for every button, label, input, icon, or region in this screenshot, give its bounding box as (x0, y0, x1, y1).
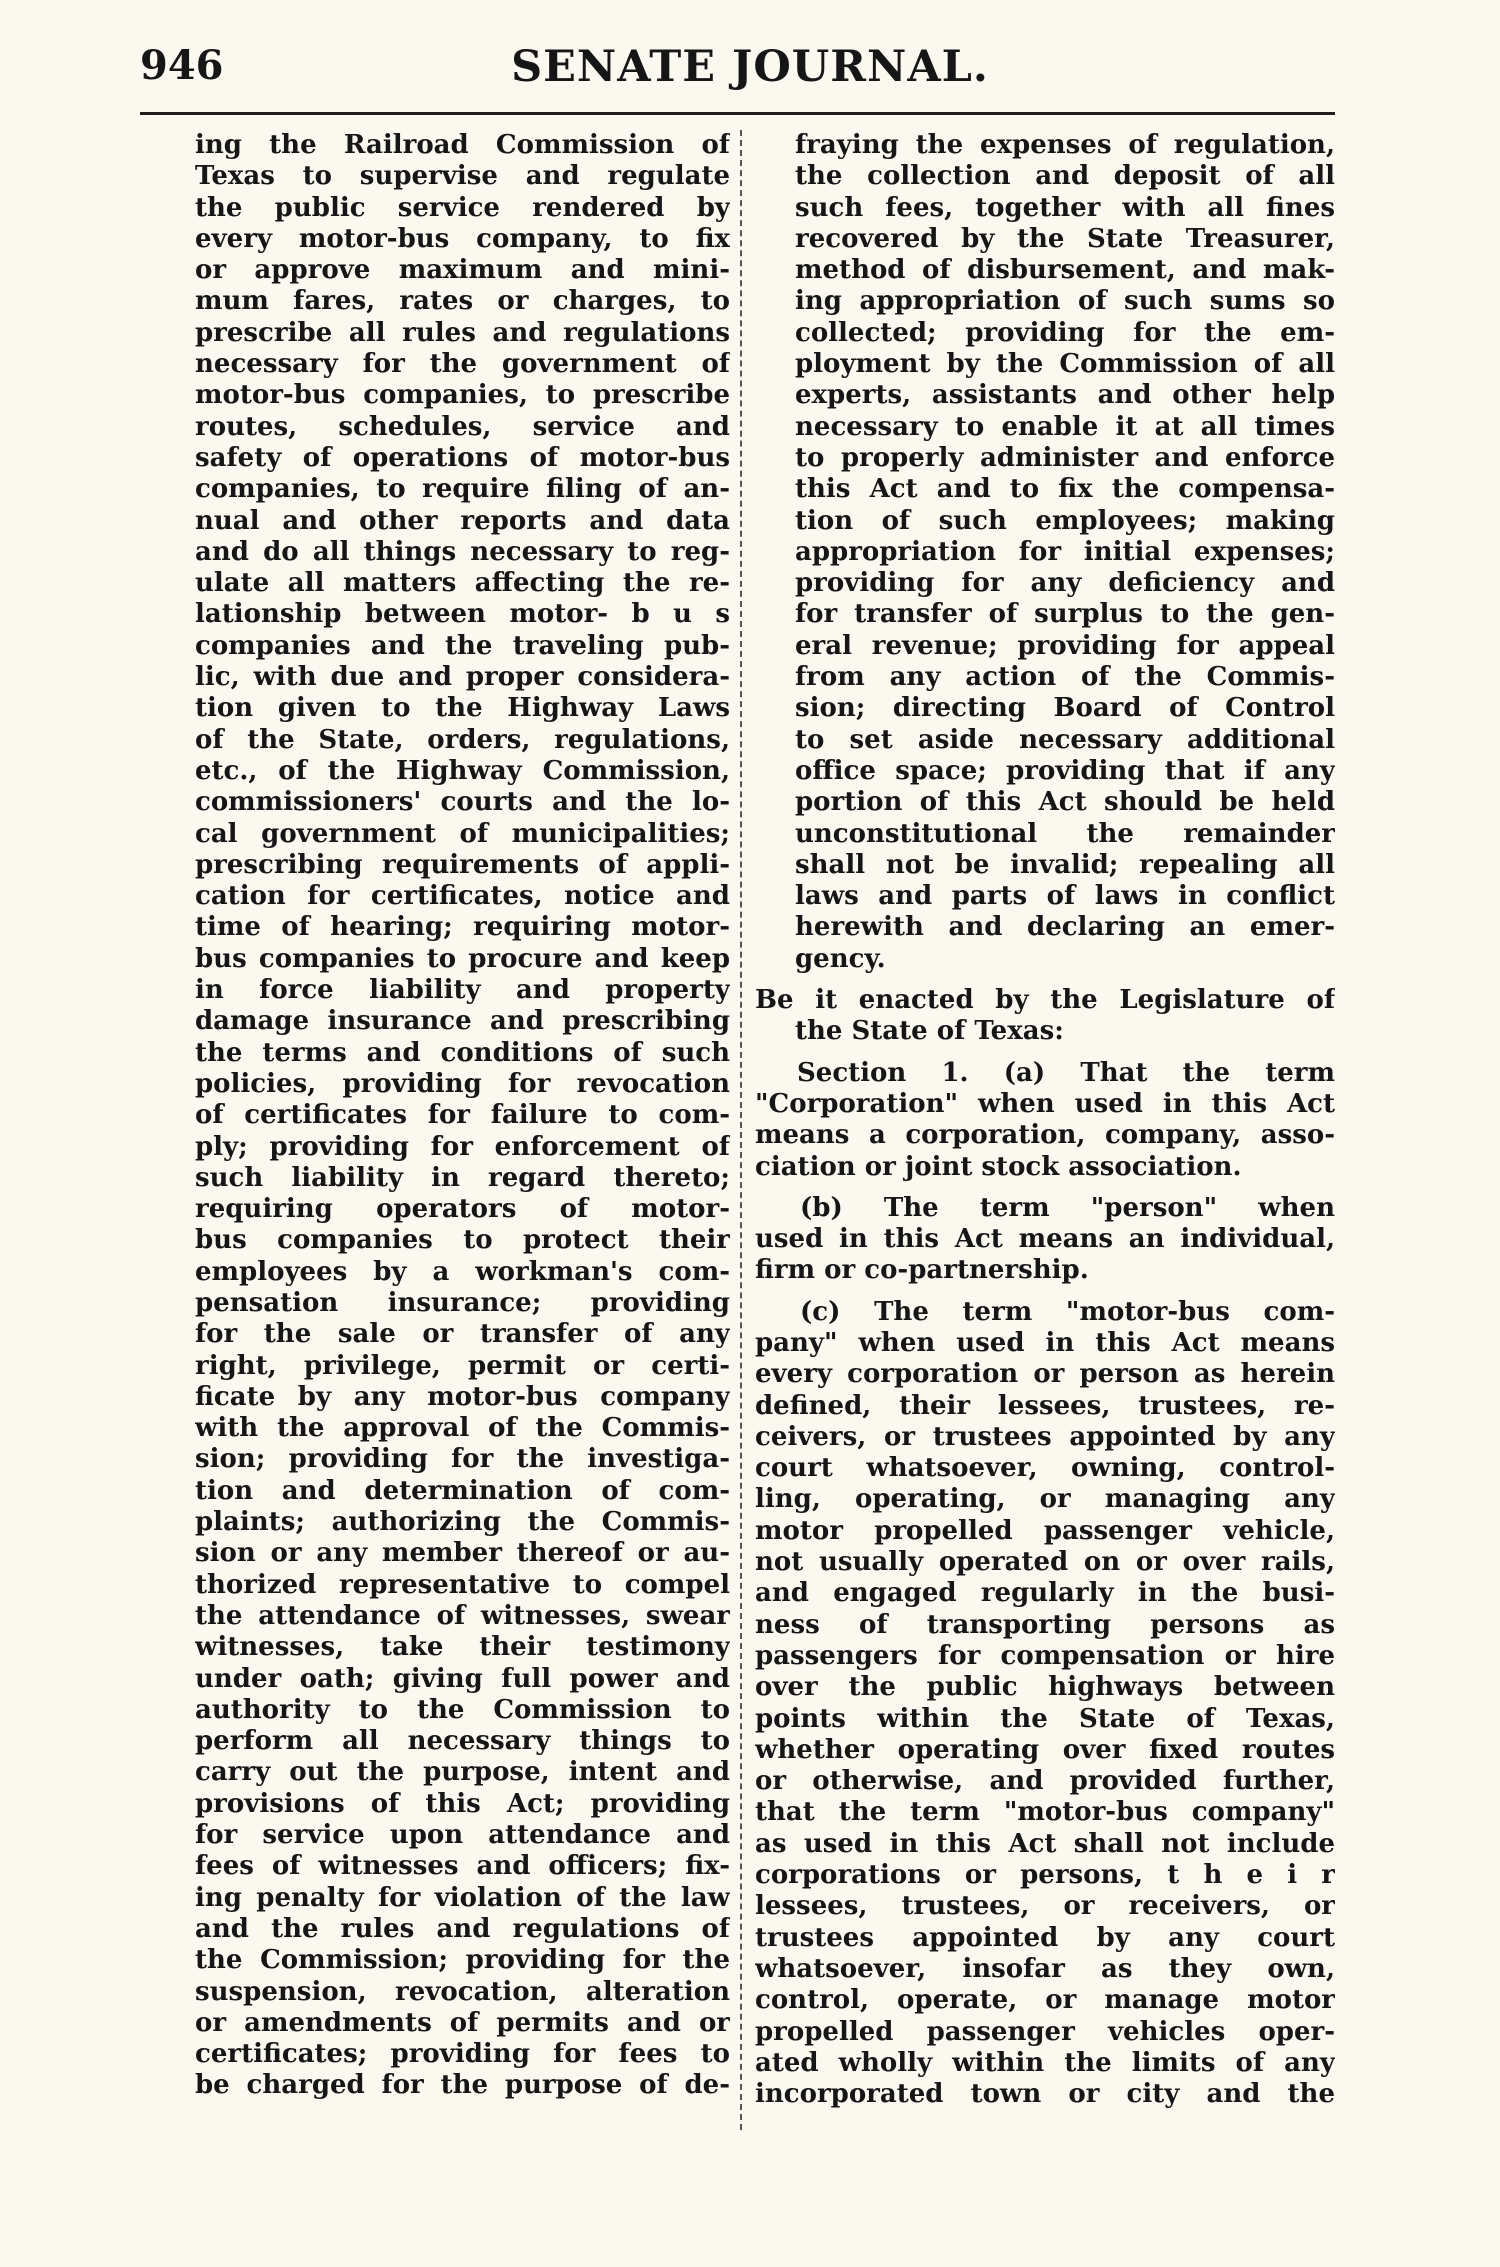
paragraph-gap (755, 1048, 1335, 1058)
text-line: ceivers, or trustees appointed by any (755, 1421, 1335, 1452)
text-line: damage insurance and prescribing (195, 1006, 730, 1037)
text-line: court whatsoever, owning, control- (755, 1453, 1335, 1484)
text-line: tion of such employees; making (795, 505, 1335, 536)
text-line: the attendance of witnesses, swear (195, 1600, 730, 1631)
text-line: shall not be invalid; repealing all (795, 849, 1335, 880)
text-line: propelled passenger vehicles oper- (755, 2016, 1335, 2047)
text-line: sion or any member thereof or au- (195, 1538, 730, 1569)
text-line: not usually operated on or over rails, (755, 1547, 1335, 1578)
text-line: Texas to supervise and regulate (195, 161, 730, 192)
text-line: policies, providing for revocation (195, 1068, 730, 1099)
text-line: whatsoever, insofar as they own, (755, 1953, 1335, 1984)
text-line: pany" when used in this Act means (755, 1327, 1335, 1358)
text-line: motor propelled passenger vehicle, (755, 1515, 1335, 1546)
text-line: cation for certificates, notice and (195, 881, 730, 912)
text-line: witnesses, take their testimony (195, 1632, 730, 1663)
text-line: employees by a workman's com- (195, 1256, 730, 1287)
text-line: pensation insurance; providing (195, 1287, 730, 1318)
text-line: authority to the Commission to (195, 1694, 730, 1725)
text-line: sion; providing for the investiga- (195, 1444, 730, 1475)
text-line: suspension, revocation, alteration (195, 1976, 730, 2007)
column-divider (740, 130, 742, 2130)
text-line: over the public highways between (755, 1672, 1335, 1703)
text-line: or amendments of permits and or (195, 2007, 730, 2038)
header-rule (140, 112, 1335, 115)
text-line: and engaged regularly in the busi- (755, 1578, 1335, 1609)
text-line: Be it enacted by the Legislature of (755, 985, 1335, 1016)
text-line: nual and other reports and data (195, 505, 730, 536)
text-line: appropriation for initial expenses; (795, 536, 1335, 567)
paragraph-gap (755, 975, 1335, 985)
text-line: ness of transporting persons as (755, 1609, 1335, 1640)
text-line: ply; providing for enforcement of (195, 1131, 730, 1162)
text-line: incorporated town or city and the (755, 2079, 1335, 2110)
text-line: laws and parts of laws in conflict (795, 881, 1335, 912)
text-line: lationship between motor- b u s (195, 599, 730, 630)
text-line: and the rules and regulations of (195, 1913, 730, 1944)
text-line: gency. (795, 943, 886, 974)
text-line: bus companies to protect their (195, 1225, 730, 1256)
text-line: whether operating over fixed routes (755, 1734, 1335, 1765)
text-line: that the term "motor-bus company" (755, 1797, 1335, 1828)
text-line: recovered by the State Treasurer, (795, 223, 1335, 254)
text-line: sion; directing Board of Control (795, 693, 1335, 724)
text-line: prescribe all rules and regulations (195, 317, 730, 348)
text-line: ciation or joint stock association. (755, 1151, 1242, 1182)
enacting-clause (755, 985, 1335, 1048)
text-line: with the approval of the Commis- (195, 1413, 730, 1444)
text-line: ing the Railroad Commission of (195, 130, 730, 160)
text-line: fees of witnesses and officers; fix- (195, 1851, 730, 1882)
text-line: fraying the expenses of regulation, (795, 130, 1335, 160)
text-line: method of disbursement, and mak- (795, 255, 1335, 286)
text-line: office space; providing that if any (795, 755, 1335, 786)
text-line: ulate all matters affecting the re- (195, 568, 730, 599)
text-line: collected; providing for the em- (795, 317, 1335, 348)
running-head-title: SENATE JOURNAL. (511, 42, 989, 92)
text-line: right, privilege, permit or certi- (195, 1350, 730, 1381)
text-line: and do all things necessary to reg- (195, 536, 730, 567)
text-line: used in this Act means an individual, (755, 1224, 1335, 1255)
text-line: for the sale or transfer of any (195, 1319, 730, 1350)
text-line: mum fares, rates or charges, to (195, 286, 730, 317)
text-line: safety of operations of motor-bus (195, 442, 730, 473)
text-line: control, operate, or manage motor (755, 1985, 1335, 2016)
text-line: lessees, trustees, or receivers, or (755, 1891, 1335, 1922)
text-line: etc., of the Highway Commission, (195, 755, 730, 786)
text-line: time of hearing; requiring motor- (195, 912, 730, 943)
text-line: ing appropriation of such sums so (795, 286, 1335, 317)
text-line: necessary for the government of (195, 349, 730, 380)
text-line: or approve maximum and mini- (195, 255, 730, 286)
text-line: experts, assistants and other help (795, 380, 1335, 411)
text-line: firm or co-partnership. (755, 1255, 1089, 1286)
text-line: ated wholly within the limits of any (755, 2047, 1335, 2078)
text-line: companies, to require filing of an- (195, 474, 730, 505)
text-line: for transfer of surplus to the gen- (795, 599, 1335, 630)
text-line: routes, schedules, service and (195, 411, 730, 442)
page-number: 946 (140, 42, 224, 89)
text-line: herewith and declaring an emer- (795, 912, 1335, 943)
text-line: ployment by the Commission of all (795, 349, 1335, 380)
text-line: tion given to the Highway Laws (195, 693, 730, 724)
text-line: tion and determination of com- (195, 1475, 730, 1506)
text-line: as used in this Act shall not include (755, 1828, 1335, 1859)
text-line: or otherwise, and provided further, (755, 1766, 1335, 1797)
text-line: commissioners' courts and the lo- (195, 787, 730, 818)
text-line: corporations or persons, t h e i r (755, 1860, 1335, 1891)
text-line: motor-bus companies, to prescribe (195, 380, 730, 411)
text-line: (c) The term "motor-bus com- (800, 1296, 1335, 1327)
text-line: certificates; providing for fees to (195, 2039, 730, 2070)
paragraph-gap (755, 1287, 1335, 1297)
text-line: Section 1. (a) That the term (797, 1057, 1335, 1088)
text-line: perform all necessary things to (195, 1726, 730, 1757)
text-line: thorized representative to compel (195, 1569, 730, 1600)
text-line: ling, operating, or managing any (755, 1484, 1335, 1515)
text-line: plaints; authorizing the Commis- (195, 1507, 730, 1538)
text-line: such fees, together with all fines (795, 192, 1335, 223)
text-line: the collection and deposit of all (795, 161, 1335, 192)
text-line: of certificates for failure to com- (195, 1100, 730, 1131)
text-line: lic, with due and proper considera- (195, 662, 730, 693)
text-line: trustees appointed by any court (755, 1922, 1335, 1953)
section-1a (755, 1058, 1335, 1183)
text-line: eral revenue; providing for appeal (795, 630, 1335, 661)
text-line: passengers for compensation or hire (755, 1640, 1335, 1671)
text-line: companies and the traveling pub- (195, 630, 730, 661)
text-line: under oath; giving full power and (195, 1663, 730, 1694)
text-line: from any action of the Commis- (795, 662, 1335, 693)
left-column (195, 130, 730, 2102)
text-line: ing penalty for violation of the law (195, 1882, 730, 1913)
text-line: in force liability and property (195, 975, 730, 1006)
paragraph-gap (755, 1183, 1335, 1193)
section-1b (755, 1193, 1335, 1287)
text-line: requiring operators of motor- (195, 1194, 730, 1225)
text-line: the terms and conditions of such (195, 1037, 730, 1068)
text-line: be charged for the purpose of de- (195, 2070, 730, 2101)
text-line: to set aside necessary additional (795, 724, 1335, 755)
text-line: cal government of municipalities; (195, 818, 730, 849)
text-line: bus companies to procure and keep (195, 943, 730, 974)
text-line: of the State, orders, regulations, (195, 724, 730, 755)
text-line: providing for any deficiency and (795, 568, 1335, 599)
text-line: carry out the purpose, intent and (195, 1757, 730, 1788)
text-line: every motor-bus company, to fix (195, 223, 730, 254)
text-line: (b) The term "person" when (800, 1192, 1335, 1223)
text-line: the State of Texas: (795, 1016, 1064, 1047)
text-line: necessary to enable it at all times (795, 411, 1335, 442)
text-line: ficate by any motor-bus company (195, 1381, 730, 1412)
text-line: prescribing requirements of appli- (195, 849, 730, 880)
text-line: "Corporation" when used in this Act (755, 1088, 1335, 1119)
right-column (755, 130, 1335, 2110)
text-line: defined, their lessees, trustees, re- (755, 1390, 1335, 1421)
text-line: points within the State of Texas, (755, 1703, 1335, 1734)
text-line: such liability in regard thereto; (195, 1162, 730, 1193)
text-line: the public service rendered by (195, 192, 730, 223)
text-line: the Commission; providing for the (195, 1945, 730, 1976)
text-line: this Act and to fix the compensa- (795, 474, 1335, 505)
text-line: unconstitutional the remainder (795, 818, 1335, 849)
text-line: means a corporation, company, asso- (755, 1120, 1335, 1151)
title-continuation (755, 130, 1335, 975)
text-line: portion of this Act should be held (795, 787, 1335, 818)
text-line: to properly administer and enforce (795, 442, 1335, 473)
section-1c (755, 1297, 1335, 2111)
text-line: provisions of this Act; providing (195, 1788, 730, 1819)
text-line: every corporation or person as herein (755, 1359, 1335, 1390)
text-line: for service upon attendance and (195, 1820, 730, 1851)
